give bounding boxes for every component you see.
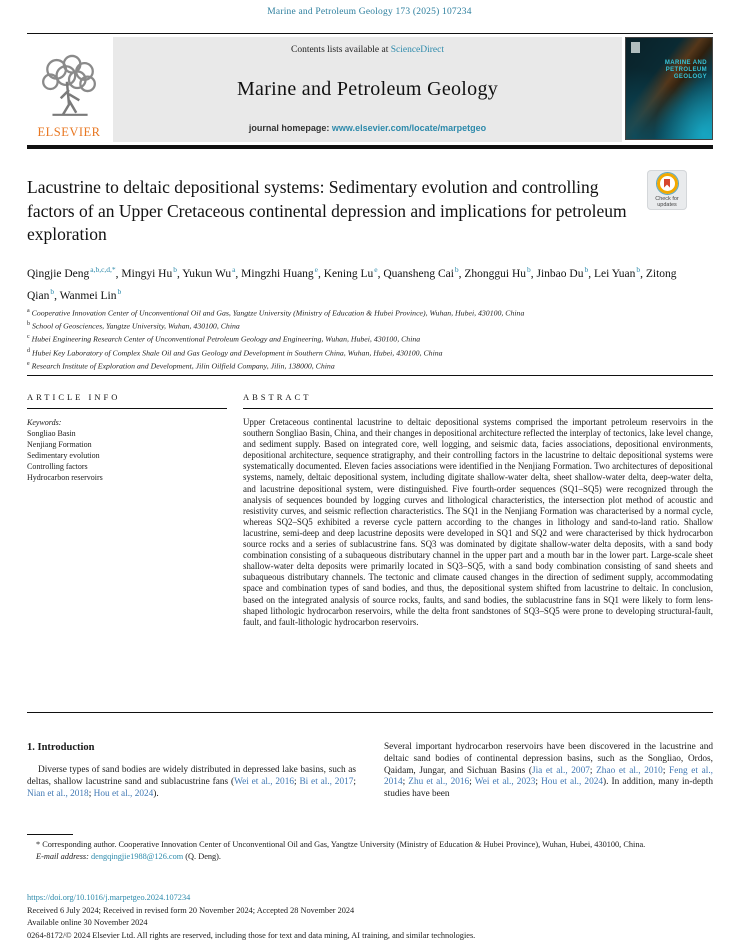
affiliations <box>27 306 713 372</box>
top-divider <box>27 33 713 34</box>
keyword: Nenjiang Formation <box>27 440 92 449</box>
received-line: Received 6 July 2024; Received in revised form 20 November 2024; Accepted 28 November 2024 <box>27 905 355 915</box>
intro-right-column <box>384 742 713 801</box>
email-suffix: (Q. Deng). <box>183 851 222 861</box>
journal-reference-link[interactable]: Marine and Petroleum Geology 173 (2025) 107234 <box>267 7 472 17</box>
email-label: E-mail address: <box>36 851 91 861</box>
author-name: Mingyi Hu <box>121 267 173 280</box>
author-name: Kening Lu <box>323 267 374 280</box>
citation-link[interactable]: Hou et al., 2024 <box>541 777 604 788</box>
elsevier-logo[interactable] <box>27 37 111 142</box>
author-affiliation-sup: a,b,c,d,* <box>90 265 116 274</box>
badge-line2: updates <box>657 201 677 208</box>
abstract-column <box>243 392 713 628</box>
affiliation-line <box>27 306 713 319</box>
journal-title: Marine and Petroleum Geology <box>236 77 499 100</box>
intro-right-paragraph: Several important hydrocarbon reservoirs have been discovered in the lacustrine and deltaic sand bodies of continental depression basins, such as the Songliao, Ordos, Qaidam, Jungar, and Sichuan Basins (Jia et al., 2007; Zhao et al., 2010; Feng et al., 2014; Zhu et al., 2016; Wei et al., 2023; Hou et al., 2024). In addition, many in-depth studies have been <box>384 742 713 800</box>
article-info-column <box>27 392 227 628</box>
citation-link[interactable]: Wei et al., 2016 <box>234 776 294 787</box>
ribbon-icon <box>664 179 670 188</box>
affiliation-line <box>27 359 713 372</box>
badge-text <box>655 196 679 208</box>
sciencedirect-link[interactable]: ScienceDirect <box>390 45 444 55</box>
author-affiliation-sup: b <box>527 265 531 274</box>
author-affiliation-sup: b <box>584 265 589 274</box>
author-affiliation-sup: b <box>117 286 122 296</box>
affiliation-label: c <box>27 334 30 341</box>
affiliation-label: e <box>27 360 30 367</box>
email-link[interactable]: dengqingjie1988@126.com <box>91 851 184 861</box>
affiliation-text: Hubei Key Laboratory of Complex Shale Oil and Gas Geology and Development in Southern China, Wuhan, Hubei, 430100, China <box>31 348 443 358</box>
affiliation-text: Cooperative Innovation Center of Unconventional Oil and Gas, Yangtze University (Ministry of Education & Hubei Province), Wuhan, Hubei, 430100, China <box>31 308 525 318</box>
doi-link[interactable]: https://doi.org/10.1016/j.marpetgeo.2024.107234 <box>27 893 191 902</box>
homepage-link[interactable]: www.elsevier.com/locate/marpetgeo <box>331 123 487 133</box>
author-name: Yukun Wu <box>182 267 232 280</box>
badge-line1: Check for <box>655 195 679 202</box>
author[interactable] <box>59 286 122 302</box>
footnote-block <box>27 834 713 862</box>
title-row <box>27 176 713 247</box>
copyright-line: 0264-8172/© 2024 Elsevier Ltd. All rights are reserved, including those for text and data mining, AI training, and similar technologies. <box>27 930 476 940</box>
author[interactable] <box>27 265 121 280</box>
citation-link[interactable]: Hou et al., 2024 <box>93 788 154 799</box>
info-top-rule <box>27 375 713 376</box>
affiliation-text: School of Geosciences, Yangtze University, Wuhan, 430100, China <box>31 321 240 331</box>
contents-prefix: Contents lists available at <box>290 45 391 55</box>
author-affiliation-sup: b <box>454 265 459 274</box>
check-for-updates-badge[interactable] <box>647 170 687 210</box>
elsevier-wordmark: ELSEVIER <box>37 125 101 139</box>
journal-banner <box>113 37 622 142</box>
affiliation-line <box>27 319 713 332</box>
affiliation-line <box>27 346 713 359</box>
elsevier-tree-icon <box>38 54 100 124</box>
author-name: Wanmei Lin <box>59 289 117 302</box>
abstract-heading: ABSTRACT <box>243 392 713 409</box>
citation-link[interactable]: Wei et al., 2023 <box>474 777 536 788</box>
citation-link[interactable]: Zhao et al., 2010 <box>596 765 663 776</box>
keyword: Hydrocarbon reservoirs <box>27 473 103 482</box>
email-line <box>27 852 713 863</box>
author-name: Lei Yuan <box>593 267 636 280</box>
author-name: Quansheng Cai <box>383 267 454 280</box>
author[interactable] <box>593 265 646 280</box>
intro-heading: 1. Introduction <box>27 742 95 753</box>
cover-title: MARINE AND PETROLEUM GEOLOGY <box>664 60 707 80</box>
citation-link[interactable]: Feng et al., 2014 <box>384 765 713 788</box>
author[interactable] <box>323 265 384 280</box>
info-abstract-section <box>27 392 713 628</box>
author[interactable] <box>536 265 594 280</box>
cover-logo-mark <box>631 42 640 53</box>
author-affiliation-sup: b <box>173 265 177 274</box>
abstract-text: Upper Cretaceous continental lacustrine to deltaic depositional systems comprised the important petroleum reservoirs in the southern Songliao Basin, China, and their changes in depositional architecture reflected the interplay of tectonics, lake level change, and sediment supply. Based on integrated core, well logging, and seismic data, facies associations, depositional environments, depositional architecture, sequence stratigraphy, and their controlling factors in the lacustrine to deltaic depositional systems were systematically documented. Eleven facies associations were identified in the Nenjiang Formation. Two architectures of depositional systems, namely, deltaic depositional system, including digitate shallow-water delta, sheet shallow-water delta, deep-water delta, and lacustrine depositional system, were distinguished. Five fourth-order sequences (SQ1–SQ5) were recognized through the analysis of sequences bounded by logging curves and lithological characteristics, the intersection plot method of acoustic and resistivity curves, and seismic reflection characteristics. The SQ1 in the Nenjiang Formation was characterised by a normal cycle, whereas SQ2–SQ5 exhibited a reverse cycle pattern according to the changes in lithology and sand-to-land ratio. Shallow lacustrine, semi-deep and deep lacustrine deposits were developed in SQ1 and SQ2 and were characterised by thick hydrocarbon source rocks and a series of sublacustrine fans. SQ3 was dominated by digitate shallow-water delta deposits, with a sand body combination consisting of a subaqueous distributary channel in the upper part and a mouth bar in the lower part. Large-scale sheet shallow-water delta deposits were primarily located in SQ3–SQ5, with a sand body combination consisting of sand sheets and subaqueous distributary channels. The tectonic and climate caused changes in the direction of sediment supply, accommodating space and combination types of sand bodies, and thus, the depositional system shifted from lacustrine to deltaic. In conclusion, based on the integrated analysis of source rocks, faults, and sand bodies, the sublacustrine fans in SQ1 were likely to form lens-shaped lithologic hydrocarbon reservoirs, while the delta front sandstones of SQ3–SQ5 were prone to developing structural-fault, fault, and fault-lithologic hydrocarbon reservoirs. <box>243 417 713 627</box>
journal-header <box>27 37 713 142</box>
keyword: Sedimentary evolution <box>27 451 100 460</box>
affiliation-label: b <box>27 321 30 328</box>
author-list <box>27 261 697 305</box>
article-title: Lacustrine to deltaic depositional systems: Sedimentary evolution and controlling factors of an Upper Cretaceous continental depression and implications for petroleum exploration <box>27 177 627 244</box>
author-name: Qingjie Deng <box>27 267 90 280</box>
author-affiliation-sup: b <box>50 286 55 296</box>
author-name: Zitong Qian <box>27 267 677 302</box>
article-info-heading: ARTICLE INFO <box>27 392 227 409</box>
author-name: Jinbao Du <box>536 267 584 280</box>
author-affiliation-sup: e <box>374 265 378 274</box>
corresponding-author-note: * Corresponding author. Cooperative Innovation Center of Unconventional Oil and Gas, Yangtze University (Ministry of Education & Hubei Province), Wuhan, Hubei, 430100, China. <box>36 840 646 849</box>
author[interactable] <box>241 265 324 280</box>
citation-link[interactable]: Nian et al., 2018 <box>27 788 89 799</box>
homepage-prefix: journal homepage: <box>248 123 332 133</box>
author-name: Mingzhi Huang <box>241 267 314 280</box>
affiliation-line <box>27 332 713 345</box>
citation-link[interactable]: Jia et al., 2007 <box>531 765 590 776</box>
keywords-list <box>27 428 227 483</box>
author-affiliation-sup: e <box>314 265 318 274</box>
keyword: Controlling factors <box>27 462 88 471</box>
author-affiliation-sup: a <box>232 265 236 274</box>
citation-link[interactable]: Bi et al., 2017 <box>299 776 354 787</box>
citation-link[interactable]: Zhu et al., 2016 <box>408 777 470 788</box>
crossmark-icon <box>657 173 678 194</box>
author-name: Zhonggui Hu <box>464 267 527 280</box>
header-rule <box>27 145 713 149</box>
author[interactable] <box>464 265 536 280</box>
publication-details <box>27 892 713 942</box>
affiliation-text: Research Institute of Exploration and Development, Jilin Oilfield Company, Jilin, 138000, China <box>31 361 335 371</box>
keywords-label: Keywords: <box>27 418 62 427</box>
author[interactable] <box>182 265 241 280</box>
abstract-bottom-rule <box>27 712 713 713</box>
homepage-line <box>249 123 486 133</box>
introduction-section <box>27 742 713 801</box>
footnote-rule <box>27 834 73 835</box>
intro-left-column <box>27 742 356 801</box>
intro-left-paragraph: Diverse types of sand bodies are widely distributed in depressed lake basins, such as deltas, shallow lacustrine sand and sublacustrine fans (Wei et al., 2016; Bi et al., 2017; Nian et al., 2018; Hou et al., 2024). <box>27 765 356 799</box>
journal-cover-thumbnail[interactable] <box>625 37 713 140</box>
keyword: Songliao Basin <box>27 429 76 438</box>
author[interactable] <box>121 265 182 280</box>
available-line: Available online 30 November 2024 <box>27 918 148 928</box>
affiliation-label: d <box>27 347 30 354</box>
author[interactable] <box>383 265 464 280</box>
affiliation-label: a <box>27 308 30 314</box>
author-affiliation-sup: b <box>636 265 641 274</box>
affiliation-text: Hubei Engineering Research Center of Unconventional Petroleum Geology and Engineering, Wuhan, Hubei, 430100, China <box>31 334 421 344</box>
contents-line <box>291 45 444 55</box>
